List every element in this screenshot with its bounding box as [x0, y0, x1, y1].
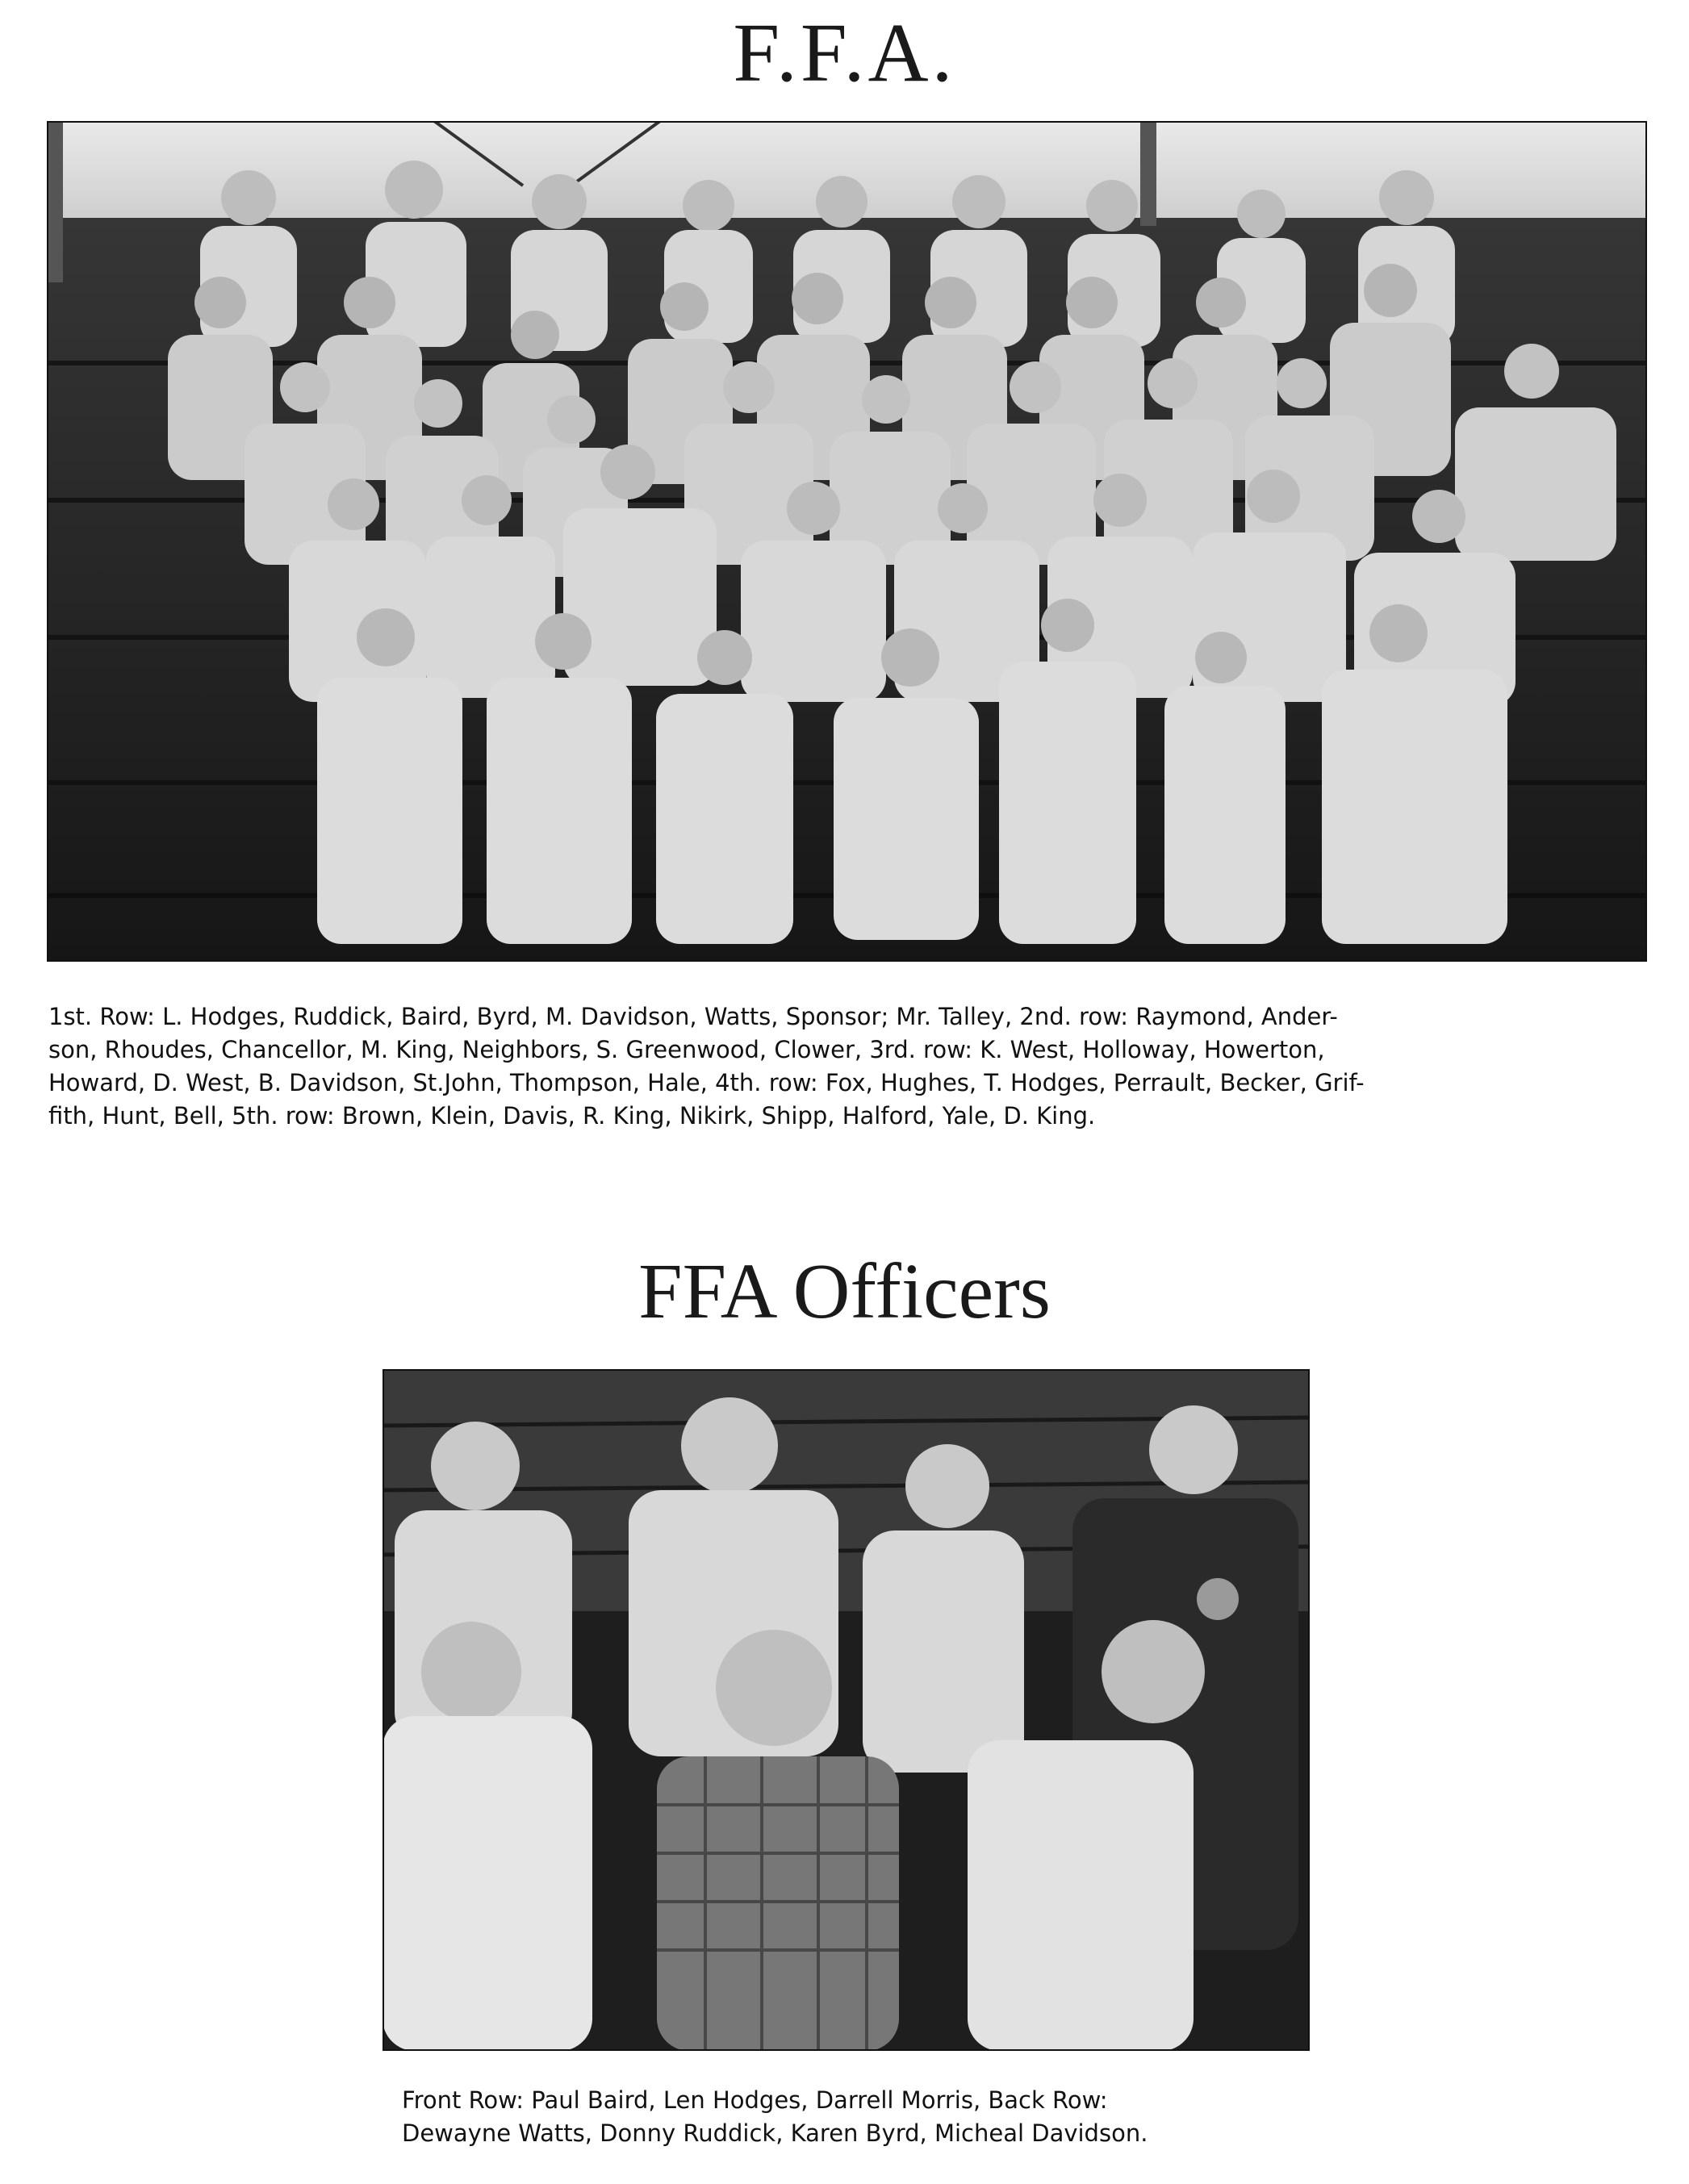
group-photo [47, 121, 1647, 962]
caption-line: Dewayne Watts, Donny Ruddick, Karen Byrd, Micheal Davidson. [402, 2119, 1148, 2147]
caption-line: Howard, D. West, B. Davidson, St.John, Thompson, Hale, 4th. row: Fox, Hughes, T. Hodges, Perrault, Becker, Grif- [48, 1069, 1365, 1096]
caption-line: fith, Hunt, Bell, 5th. row: Brown, Klein, Davis, R. King, Nikirk, Shipp, Halford, Yale, D. King. [48, 1102, 1096, 1130]
officer-photo-image [383, 1369, 1310, 2051]
page-title-ffa: F.F.A. [733, 6, 956, 99]
officer-photo [383, 1369, 1310, 2051]
group-photo-caption [48, 1000, 1650, 1133]
officer-photo-caption [402, 2084, 1338, 2150]
caption-line: son, Rhoudes, Chancellor, M. King, Neighbors, S. Greenwood, Clower, 3rd. row: K. West, Holloway, Howerton, [48, 1036, 1325, 1063]
page-title-officers: FFA Officers [638, 1248, 1051, 1335]
caption-line: 1st. Row: L. Hodges, Ruddick, Baird, Byrd, M. Davidson, Watts, Sponsor; Mr. Talley, 2nd. row: Raymond, Ander- [48, 1003, 1338, 1030]
group-photo-image [47, 121, 1647, 962]
caption-line: Front Row: Paul Baird, Len Hodges, Darrell Morris, Back Row: [402, 2086, 1108, 2114]
